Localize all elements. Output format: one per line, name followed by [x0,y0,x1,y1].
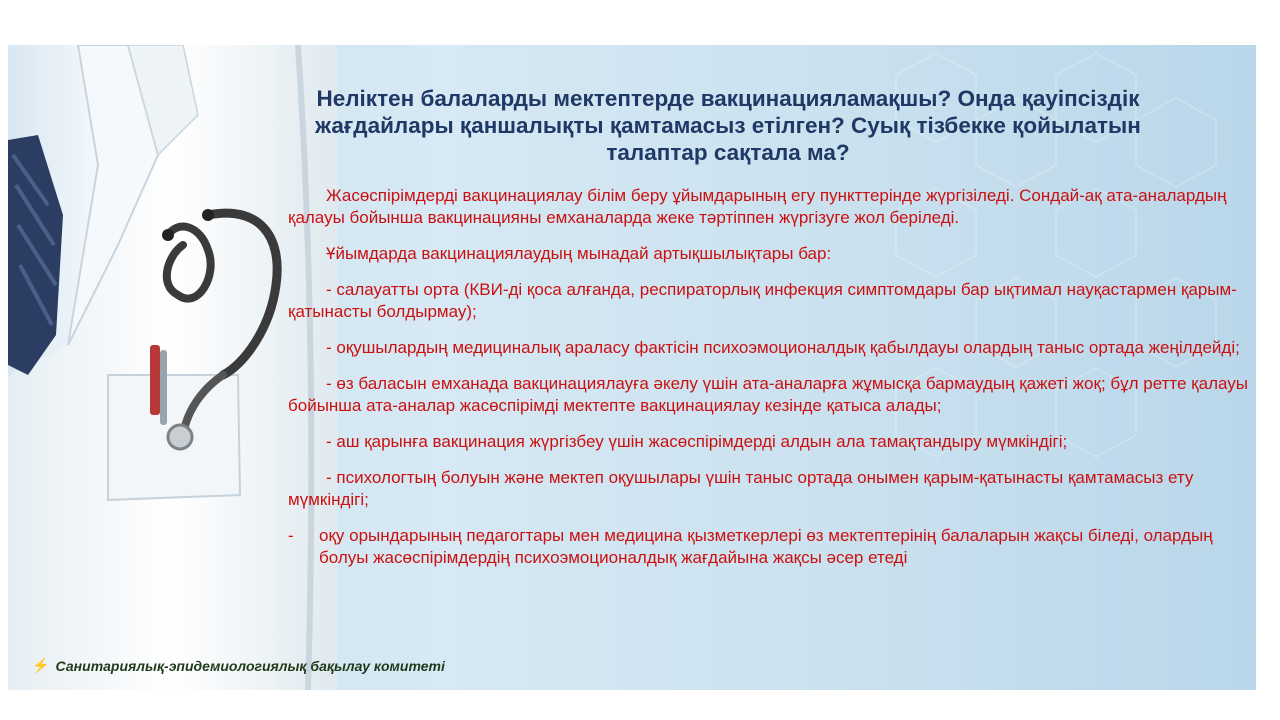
list-item-teachers [288,525,1248,569]
paragraph-advantages-heading: Ұйымдарда вакцинациялаудың мынадай артықшылықтары бар: [326,244,832,263]
list-item-feeding: - аш қарынға вакцинация жүргізбеу үшін жасөспірімдерді алдын ала тамақтандыру мүмкіндігі; [326,432,1068,451]
lightning-icon: ⚡ [32,657,50,673]
paragraph-intro: Жасөспірімдерді вакцинациялау білім беру ұйымдарының егу пункттерінде жүргізіледі. Сондай-ақ ата-аналардың қалауы бойынша вакцинацияны емханаларда жеке тәртіппен жүргізуге жол беріледі. [288,186,1227,227]
list-item-psychologist: - психологтың болуын және мектеп оқушылары үшін таныс ортада онымен қарым-қатынасты қамтамасыз ету мүмкіндігі; [288,468,1194,509]
footer [32,657,445,674]
list-item-parents-work: - өз баласын емханада вакцинациялауға әкелу үшін ата-аналарға жұмысқа бармаудың қажеті жоқ; бұл ретте қалауы бойынша ата-аналар жасөспірімді мектепте вакцинациялау кезінде қатыса алады; [288,374,1248,415]
footer-organization: Санитариялық-эпидемиологиялық бақылау комитеті [55,657,445,674]
list-item-teachers-text: оқу орындарының педагогтары мен медицина қызметкерлері өз мектептерінің балаларын жақсы біледі, олардың болуы жасөспірімдердің психоэмоционалдық жағдайына жақсы әсер етеді [319,526,1213,567]
slide [8,45,1256,690]
slide-title: Неліктен балаларды мектептерде вакцинацияламақшы? Онда қауіпсіздік жағдайлары қаншалықты қамтамасыз етілген? Суық тізбекке қойылатын талаптар сақтала ма? [315,86,1141,165]
list-item-psychoemotional: - оқушылардың медициналық араласу фактісін психоэмоционалдық қабылдауы олардың таныс ортада жеңілдейді; [326,338,1240,357]
list-dash: - [288,526,294,545]
list-item-healthy-environment: - салауатты орта (КВИ-ді қоса алғанда, респираторлық инфекция симптомдары бар ықтимал науқастармен қарым-қатынасты болдырмау); [288,280,1237,321]
body-content [288,185,1248,569]
